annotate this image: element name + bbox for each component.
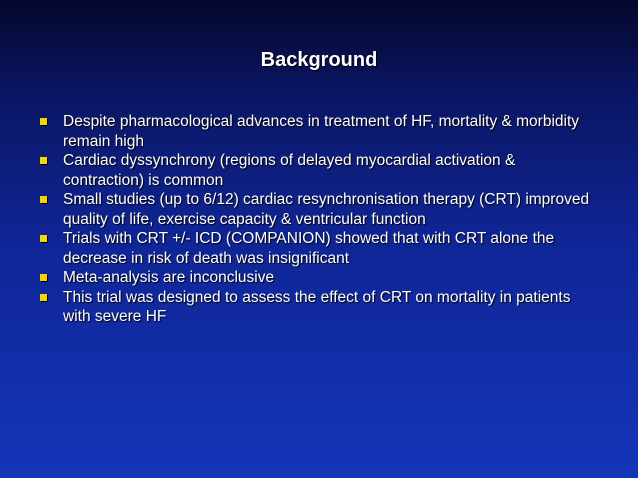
square-bullet-icon bbox=[40, 235, 47, 242]
bullet-item bbox=[38, 190, 598, 229]
slide-title: Background bbox=[260, 49, 378, 71]
bullet-item bbox=[38, 288, 598, 327]
bullet-item bbox=[38, 151, 598, 190]
bullet-text: Cardiac dyssynchrony (regions of delayed myocardial activation & contraction) is common bbox=[63, 152, 516, 189]
bullet-item bbox=[38, 229, 598, 268]
bullet-text: Despite pharmacological advances in treatment of HF, mortality & morbidity remain high bbox=[63, 113, 580, 150]
bullet-text: Trials with CRT +/- ICD (COMPANION) showed that with CRT alone the decrease in risk of death was insignificant bbox=[63, 230, 555, 267]
bullet-text: Meta-analysis are inconclusive bbox=[63, 269, 275, 286]
square-bullet-icon bbox=[40, 196, 47, 203]
bullet-text: Small studies (up to 6/12) cardiac resynchronisation therapy (CRT) improved quality of life, exercise capacity & ventricular function bbox=[63, 191, 590, 228]
bullet-item bbox=[38, 268, 598, 288]
square-bullet-icon bbox=[40, 118, 47, 125]
bullet-text: This trial was designed to assess the effect of CRT on mortality in patients with severe HF bbox=[63, 288, 571, 325]
bullet-item bbox=[38, 112, 598, 151]
square-bullet-icon bbox=[40, 157, 47, 164]
square-bullet-icon bbox=[40, 274, 47, 281]
square-bullet-icon bbox=[40, 294, 47, 301]
bullet-list bbox=[38, 112, 598, 327]
